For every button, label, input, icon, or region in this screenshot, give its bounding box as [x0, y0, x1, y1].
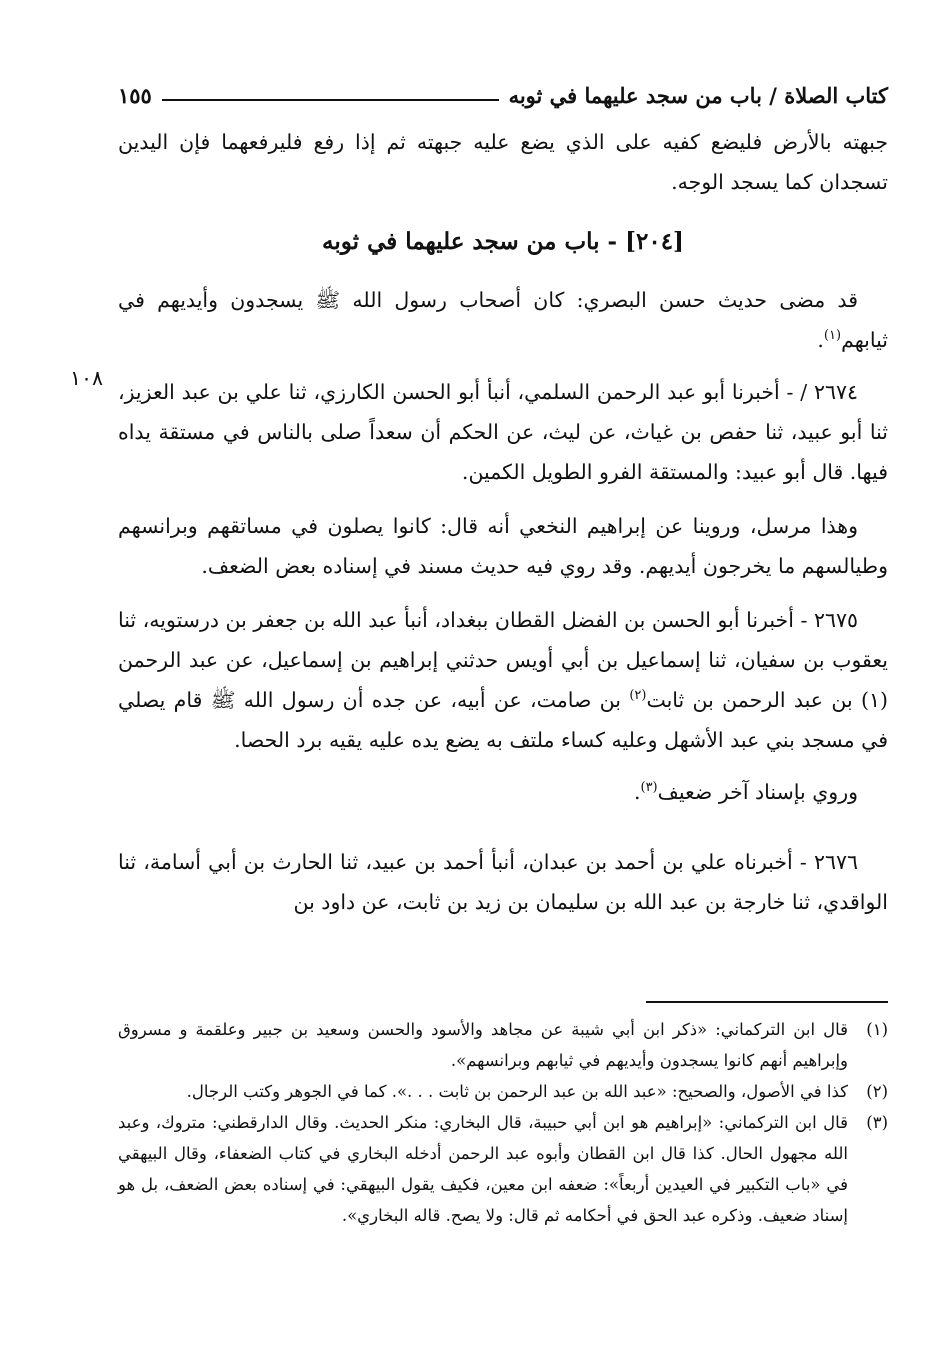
paragraph-continuation — [118, 122, 888, 202]
footnote-text: قال ابن التركماني: «إبراهيم هو ابن أبي حبيبة، قال البخاري: منكر الحديث. وقال الدارقطني: متروك، وعبد الله مجهول الحال. كذا قال ابن القطان وأبوه عبد الرحمن أدخله البخاري في كتاب الضعفاء، وقال البيهقي في «باب التكبير في العيدين أربعاً»: ضعفه ابن معين، فكيف يقول البيهقي: في إسناده بعض الضعف، بل هو إسناد ضعيف. وذكره عبد الحق في أحكامه ثم قال: ولا يصح. قاله البخاري». — [118, 1113, 848, 1225]
hadith-text: أخبرنا أبو عبد الرحمن السلمي، أنبأ أبو الحسن الكارزي، ثنا علي بن عبد العزيز، ثنا أبو عبيد، ثنا حفص بن غياث، عن ليث، عن الحكم أن سعداً صلى بالناس في مستقة يداه فيها. قال أبو عبيد: والمستقة الفرو الطويل الكمين. — [118, 380, 888, 484]
hadith-number: ٢٦٧٤ / - — [786, 380, 858, 404]
paragraph-commentary — [118, 506, 888, 586]
footnote — [118, 1014, 888, 1076]
footnote-number: (١) — [866, 1020, 888, 1039]
footnote-number: (٢) — [866, 1082, 888, 1101]
hadith-number: ٢٦٧٦ - — [799, 850, 858, 874]
main-text — [118, 122, 888, 922]
paragraph-weak-chain — [118, 772, 888, 812]
hadith-text: أخبرنا أبو الحسن بن الفضل القطان ببغداد، أنبأ عبد الله بن جعفر بن درستويه، ثنا يعقوب بن سفيان، ثنا إسماعيل بن أبي أويس حدثني إبراهيم بن إسماعيل، عن عبد الرحمن (١) بن عبد الرحمن بن ثابت — [118, 608, 888, 712]
footnote-ref: (٢) — [629, 688, 647, 704]
footnote-text: كذا في الأصول، والصحيح: «عبد الله بن عبد الرحمن بن ثابت . . .». كما في الجوهر وكتب الرجال. — [186, 1082, 848, 1101]
footnotes — [118, 1014, 888, 1231]
paragraph-text: وروي بإسناد آخر ضعيف — [657, 780, 858, 804]
margin-folio-number: ١٠٨ — [70, 366, 104, 390]
footnote — [118, 1076, 888, 1107]
page-number: ١٥٥ — [118, 83, 152, 108]
hadith-number: ٢٦٧٥ - — [800, 608, 858, 632]
footnote-separator — [646, 1001, 888, 1003]
hadith-2675 — [118, 600, 888, 760]
paragraph-end: . — [817, 328, 824, 352]
hadith-2674 — [118, 372, 888, 492]
header-title: كتاب الصلاة / باب من سجد عليهما في ثوبه — [508, 83, 888, 108]
footnote — [118, 1107, 888, 1231]
footnote-number: (٣) — [866, 1113, 888, 1132]
hadith-text-continued: بن صامت، عن أبيه، عن جده أن رسول الله ﷺ قام يصلي في مسجد بني عبد الأشهل وعليه كساء ملتف به يضع يده عليه يقيه برد الحصا. — [118, 688, 888, 752]
paragraph-text: قد مضى حديث حسن البصري: كان أصحاب رسول الله ﷺ يسجدون وأيديهم في ثيابهم — [118, 288, 888, 352]
paragraph-text: وهذا مرسل، وروينا عن إبراهيم النخعي أنه قال: كانوا يصلون في مساتقهم وبرانسهم وطيالسهم ما يخرجون أيديهم. وقد روي فيه حديث مسند في إسناده بعض الضعف. — [118, 514, 888, 578]
footnote-ref: (١) — [823, 328, 842, 344]
chapter-title: [٢٠٤] - باب من سجد عليهما في ثوبه — [322, 228, 684, 255]
hadith-2676 — [118, 842, 888, 922]
paragraph-end: . — [633, 780, 641, 804]
running-header — [118, 64, 888, 108]
footnote-ref: (٣) — [640, 780, 658, 796]
footnote-text: قال ابن التركماني: «ذكر ابن أبي شيبة عن مجاهد والأسود والحسن وسعيد بن جبير وعلقمة و مسروق وإبراهيم أنهم كانوا يسجدون وأيديهم في ثيابهم وبرانسهم». — [118, 1020, 848, 1070]
hadith-text: أخبرناه علي بن أحمد بن عبدان، أنبأ أحمد بن عبيد، ثنا الحارث بن أبي أسامة، ثنا الواقدي، ثنا خارجة بن عبد الله بن سليمان بن زيد بن ثابت، عن داود بن — [118, 850, 888, 914]
paragraph-intro — [118, 280, 888, 360]
header-rule — [162, 99, 499, 101]
paragraph-text: جبهته بالأرض فليضع كفيه على الذي يضع عليه جبهته ثم إذا رفع فليرفعهما فإن اليدين تسجدان كما يسجد الوجه. — [118, 130, 888, 194]
